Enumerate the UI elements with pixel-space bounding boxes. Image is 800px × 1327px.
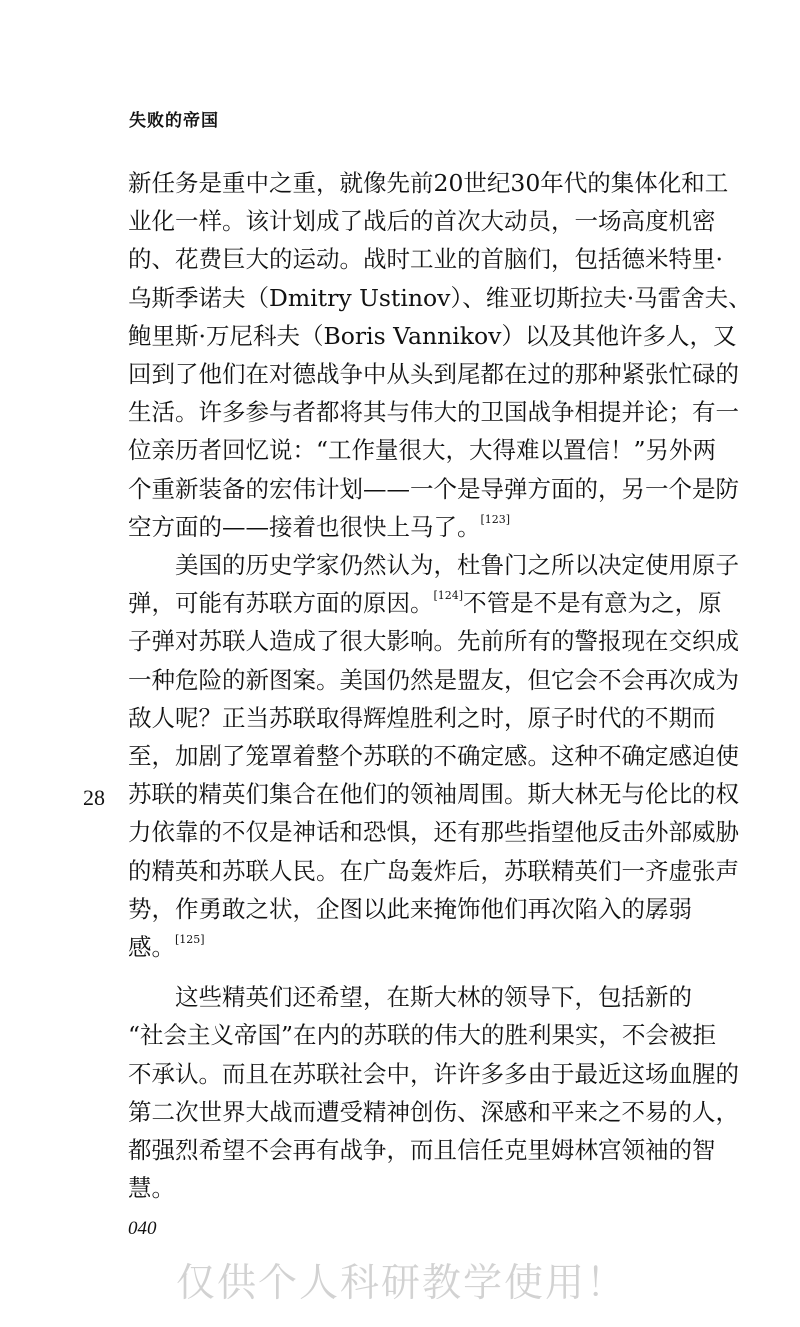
text-line: 这些精英们还希望，在斯大林的领导下，包括新的 [175,983,692,1012]
text-line: 一种危险的新图案。美国仍然是盟友，但它会不会再次成为 [128,665,739,694]
text-fragment: 感。 [128,933,175,962]
text-fragment: 空方面的——接着也很快上马了。 [128,512,481,541]
footnote-ref: [125] [175,933,205,947]
text-line: 个重新装备的宏伟计划——一个是导弹方面的，另一个是防 [128,474,739,503]
text-line: 生活。许多参与者都将其与伟大的卫国战争相提并论；有一 [128,398,739,427]
text-line: 敌人呢？正当苏联取得辉煌胜利之时，原子时代的不期而 [128,703,716,732]
text-line: 乌斯季诺夫（Dmitry Ustinov）、维亚切斯拉夫·马雷舍夫、 [128,283,752,312]
footnote-ref: [124] [433,589,464,603]
text-line: 业化一样。该计划成了战后的首次大动员，一场高度机密 [128,207,716,236]
text-line: 鲍里斯·万尼科夫（Boris Vannikov）以及其他许多人，又 [128,321,737,350]
text-line: 不承认。而且在苏联社会中，许许多多由于最近这场血腥的 [128,1059,739,1088]
watermark: 仅供个人科研教学使用！ [176,1261,628,1306]
margin-page-number: 28 [83,785,105,810]
text-line: 第二次世界大战而遭受精神创伤、深感和平来之不易的人， [128,1097,739,1126]
text-line [128,508,690,546]
text-fragment: 弹，可能有苏联方面的原因。 [128,589,434,618]
text-line: 力依靠的不仅是神话和恐惧，还有那些指望他反击外部威胁 [128,818,739,847]
text-line: “社会主义帝国”在内的苏联的伟大的胜利果实，不会被拒 [128,1021,717,1050]
text-line: 回到了他们在对德战争中从头到尾都在过的那种紧张忙碌的 [128,360,739,389]
running-title: 失败的帝国 [129,111,219,131]
text-line [128,928,690,966]
text-line: 的、花费巨大的运动。战时工业的首脑们，包括德米特里· [128,245,723,274]
text-line: 都强烈希望不会再有战争，而且信任克里姆林宫领袖的智 [128,1136,716,1165]
text-fragment: 不管是不是有意为之，原 [463,589,722,618]
text-line: 至，加剧了笼罩着整个苏联的不确定感。这种不确定感迫使 [128,742,739,771]
text-line: 位亲历者回忆说：“工作量很大，大得难以置信！”另外两 [128,436,717,465]
text-line [128,584,722,622]
text-line: 的精英和苏联人民。在广岛轰炸后，苏联精英们一齐虚张声 [128,856,739,885]
text-line: 新任务是重中之重，就像先前20世纪30年代的集体化和工 [128,169,729,197]
footnote-ref: [123] [480,512,511,526]
text-line: 子弹对苏联人造成了很大影响。先前所有的警报现在交织成 [128,627,739,656]
text-line: 势，作勇敢之状，企图以此来掩饰他们再次陷入的孱弱 [128,894,692,923]
body-text [128,164,752,1207]
page-number: 040 [128,1218,157,1239]
text-line: 苏联的精英们集合在他们的领袖周围。斯大林无与伦比的权 [128,780,739,809]
text-line: 美国的历史学家仍然认为，杜鲁门之所以决定使用原子 [175,551,739,580]
text-line: 慧。 [128,1174,175,1203]
